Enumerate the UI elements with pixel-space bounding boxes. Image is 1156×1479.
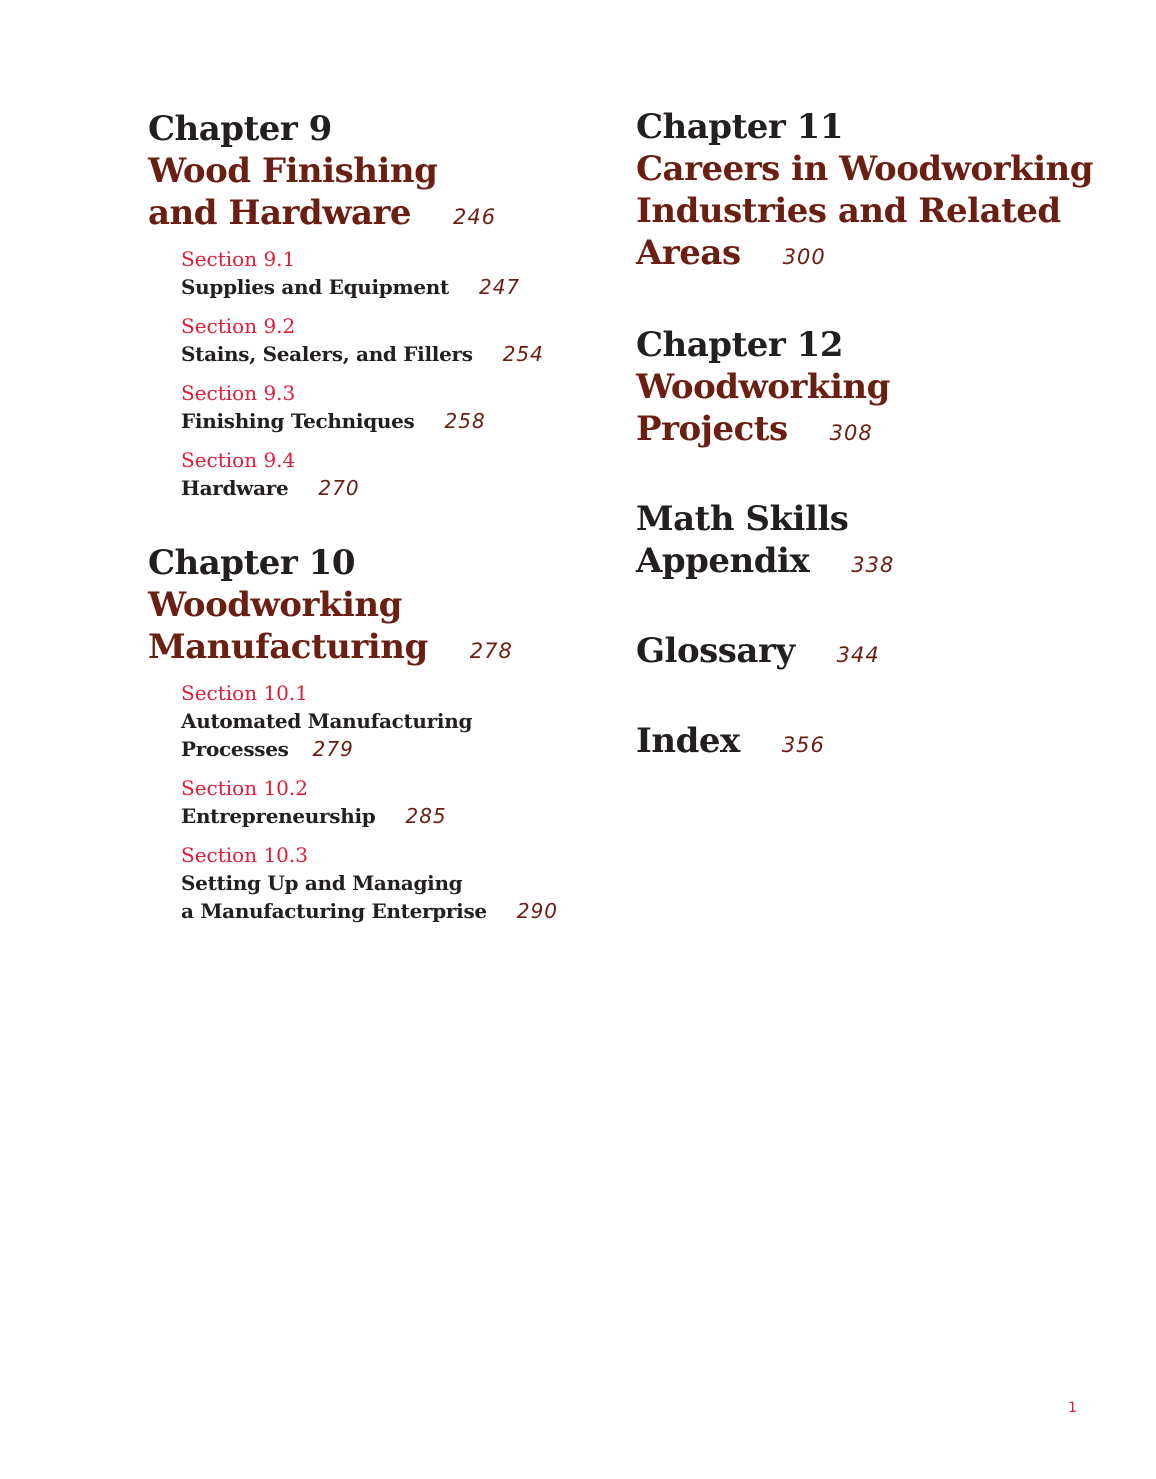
section-label: Section 10.1 (181, 681, 308, 705)
chapter-title-line (148, 192, 588, 238)
toc-section-9-2[interactable] (181, 313, 588, 368)
chapter-label: Chapter 12 (636, 325, 843, 365)
chapter-title-text: Projects (636, 409, 788, 449)
chapter-title-text: Areas (636, 233, 741, 273)
section-page-ref[interactable]: 258 (444, 409, 486, 433)
section-title-text: Hardware (181, 476, 289, 500)
section-title: Setting Up and Managing (181, 871, 463, 895)
section-label: Section 9.4 (181, 448, 296, 472)
toc-chapter-10[interactable] (148, 542, 588, 925)
section-page-ref[interactable]: 290 (516, 899, 559, 923)
page-number: 1 (1068, 1400, 1077, 1416)
section-title (181, 340, 588, 368)
chapter-label: Chapter 10 (148, 543, 355, 583)
toc-chapter-12[interactable] (636, 324, 1116, 454)
section-list (181, 246, 588, 502)
toc-section-10-1[interactable] (181, 680, 588, 763)
section-page-ref[interactable]: 279 (312, 737, 354, 761)
chapter-page-ref[interactable]: 246 (453, 205, 497, 229)
section-title-text: Finishing Techniques (181, 409, 415, 433)
section-page-ref[interactable]: 254 (502, 342, 544, 366)
section-title (181, 273, 588, 301)
chapter-title-line: Woodworking (636, 367, 890, 407)
section-title: Automated Manufacturing (181, 709, 473, 733)
toc-section-10-2[interactable] (181, 775, 588, 830)
section-label: Section 9.1 (181, 247, 296, 271)
chapter-page-ref[interactable]: 308 (829, 421, 873, 445)
backmatter-title-line (636, 630, 1116, 676)
backmatter-title-line (636, 720, 1116, 766)
chapter-title-line: Woodworking (148, 585, 402, 625)
backmatter-title-text: Appendix (636, 541, 810, 581)
toc-glossary[interactable] (636, 630, 1116, 676)
toc-right-column (636, 106, 1116, 804)
section-label: Section 10.2 (181, 776, 308, 800)
section-page-ref[interactable]: 270 (318, 476, 360, 500)
section-title-text: a Manufacturing Enterprise (181, 899, 487, 923)
section-list (181, 680, 588, 925)
toc-chapter-9[interactable] (148, 108, 588, 502)
backmatter-title-text: Index (636, 721, 740, 761)
section-page-ref[interactable]: 247 (478, 275, 521, 299)
chapter-title-line: Wood Finishing (148, 151, 438, 191)
section-label: Section 9.2 (181, 314, 296, 338)
toc-left-column (148, 108, 588, 963)
chapter-title-line (148, 626, 588, 672)
chapter-title-text: Manufacturing (148, 627, 428, 667)
section-label: Section 10.3 (181, 843, 308, 867)
backmatter-title-line (636, 540, 1116, 586)
chapter-title-line: Careers in Woodworking (636, 149, 1093, 189)
chapter-title-line (636, 408, 1116, 454)
section-title-text: Supplies and Equipment (181, 275, 449, 299)
toc-index[interactable] (636, 720, 1116, 766)
chapter-title-line: Industries and Related (636, 191, 1061, 231)
section-title (181, 897, 588, 925)
toc-section-9-4[interactable] (181, 447, 588, 502)
chapter-label: Chapter 9 (148, 109, 332, 149)
section-title (181, 802, 588, 830)
backmatter-page-ref[interactable]: 344 (836, 643, 880, 667)
section-title (181, 474, 588, 502)
chapter-title-line (636, 232, 1116, 278)
section-title (181, 735, 588, 763)
toc-section-10-3[interactable] (181, 842, 588, 925)
backmatter-title-text: Glossary (636, 631, 795, 671)
toc-section-9-1[interactable] (181, 246, 588, 301)
chapter-label: Chapter 11 (636, 107, 843, 147)
backmatter-page-ref[interactable]: 356 (781, 733, 825, 757)
section-title-text: Entrepreneurship (181, 804, 376, 828)
section-title (181, 407, 588, 435)
toc-math-skills-appendix[interactable] (636, 498, 1116, 586)
chapter-title-text: and Hardware (148, 193, 412, 233)
chapter-page-ref[interactable]: 300 (782, 245, 826, 269)
section-title-text: Stains, Sealers, and Fillers (181, 342, 473, 366)
toc-chapter-11[interactable] (636, 106, 1116, 278)
backmatter-page-ref[interactable]: 338 (851, 553, 895, 577)
backmatter-title-line: Math Skills (636, 499, 849, 539)
section-title-text: Processes (181, 737, 289, 761)
chapter-page-ref[interactable]: 278 (469, 639, 513, 663)
section-label: Section 9.3 (181, 381, 296, 405)
toc-section-9-3[interactable] (181, 380, 588, 435)
section-page-ref[interactable]: 285 (405, 804, 447, 828)
